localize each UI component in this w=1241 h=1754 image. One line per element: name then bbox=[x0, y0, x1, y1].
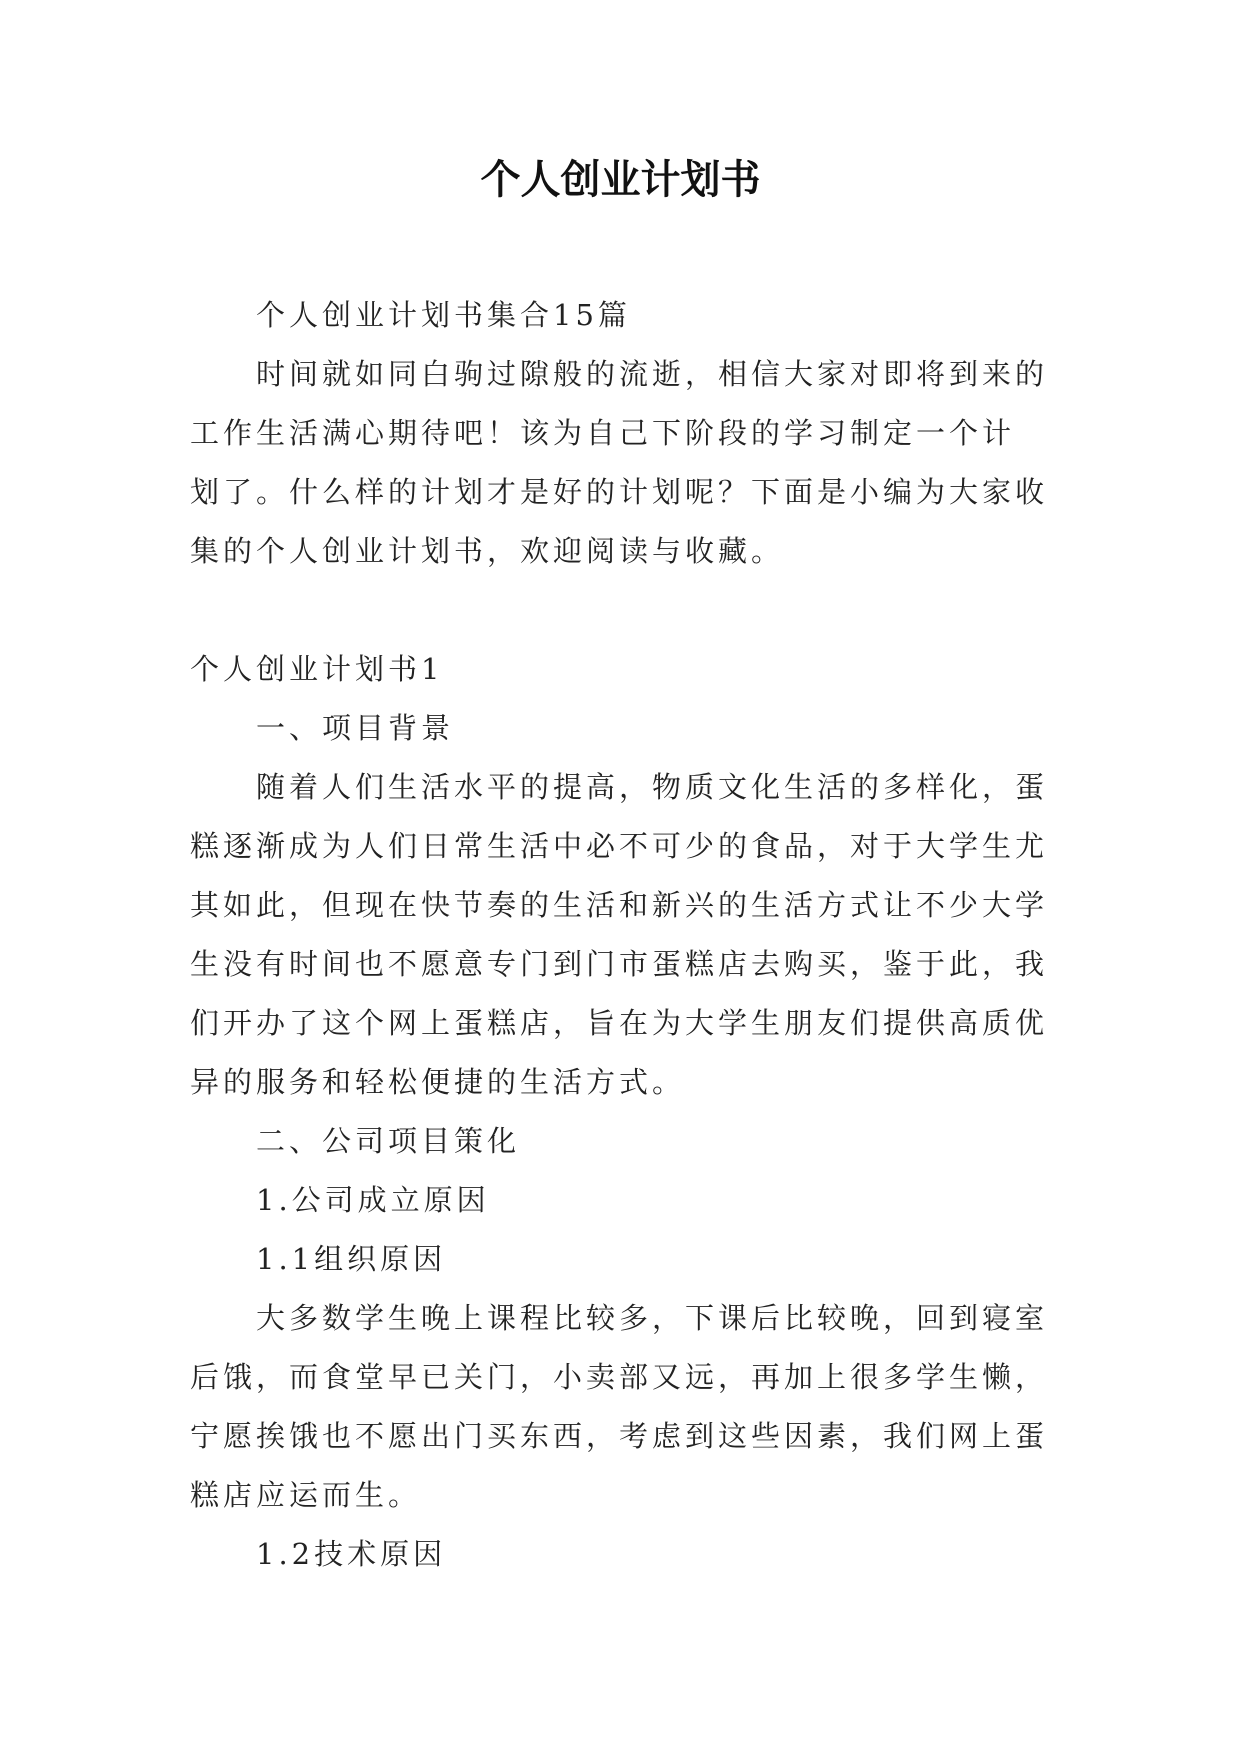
section-1 bbox=[190, 640, 1050, 1584]
intro-line: 工作生活满心期待吧！该为自己下阶段的学习制定一个计 bbox=[190, 416, 1016, 450]
section-heading: 个人创业计划书1 bbox=[190, 652, 444, 686]
paragraph-line: 后饿，而食堂早已关门，小卖部又远，再加上很多学生懒， bbox=[190, 1360, 1049, 1394]
intro-line: 划了。什么样的计划才是好的计划呢？下面是小编为大家收 bbox=[190, 475, 1049, 509]
sub-heading: 1.公司成立原因 bbox=[256, 1183, 490, 1217]
paragraph-line: 随着人们生活水平的提高，物质文化生活的多样化，蛋 bbox=[256, 770, 1049, 804]
paragraph-line: 生没有时间也不愿意专门到门市蛋糕店去购买，鉴于此，我 bbox=[190, 947, 1049, 981]
paragraph-line: 大多数学生晚上课程比较多，下课后比较晚，回到寝室 bbox=[256, 1301, 1049, 1335]
intro-line: 时间就如同白驹过隙般的流逝，相信大家对即将到来的 bbox=[256, 357, 1049, 391]
document-title: 个人创业计划书 bbox=[480, 157, 761, 203]
paragraph-line: 糕店应运而生。 bbox=[190, 1478, 422, 1512]
sub-heading: 1.2技术原因 bbox=[256, 1537, 447, 1571]
part-heading: 二、公司项目策化 bbox=[256, 1124, 521, 1158]
part-heading: 一、项目背景 bbox=[256, 711, 455, 745]
paragraph-line: 糕逐渐成为人们日常生活中必不可少的食品，对于大学生尤 bbox=[190, 829, 1049, 863]
intro-block bbox=[190, 286, 1050, 581]
paragraph-line: 异的服务和轻松便捷的生活方式。 bbox=[190, 1065, 686, 1099]
paragraph-line: 宁愿挨饿也不愿出门买东西，考虑到这些因素，我们网上蛋 bbox=[190, 1419, 1049, 1453]
paragraph-line: 其如此，但现在快节奏的生活和新兴的生活方式让不少大学 bbox=[190, 888, 1049, 922]
sub-heading: 1.1组织原因 bbox=[256, 1242, 447, 1276]
paragraph-line: 们开办了这个网上蛋糕店，旨在为大学生朋友们提供高质优 bbox=[190, 1006, 1049, 1040]
intro-subtitle: 个人创业计划书集合15篇 bbox=[256, 298, 631, 332]
intro-line: 集的个人创业计划书，欢迎阅读与收藏。 bbox=[190, 534, 785, 568]
